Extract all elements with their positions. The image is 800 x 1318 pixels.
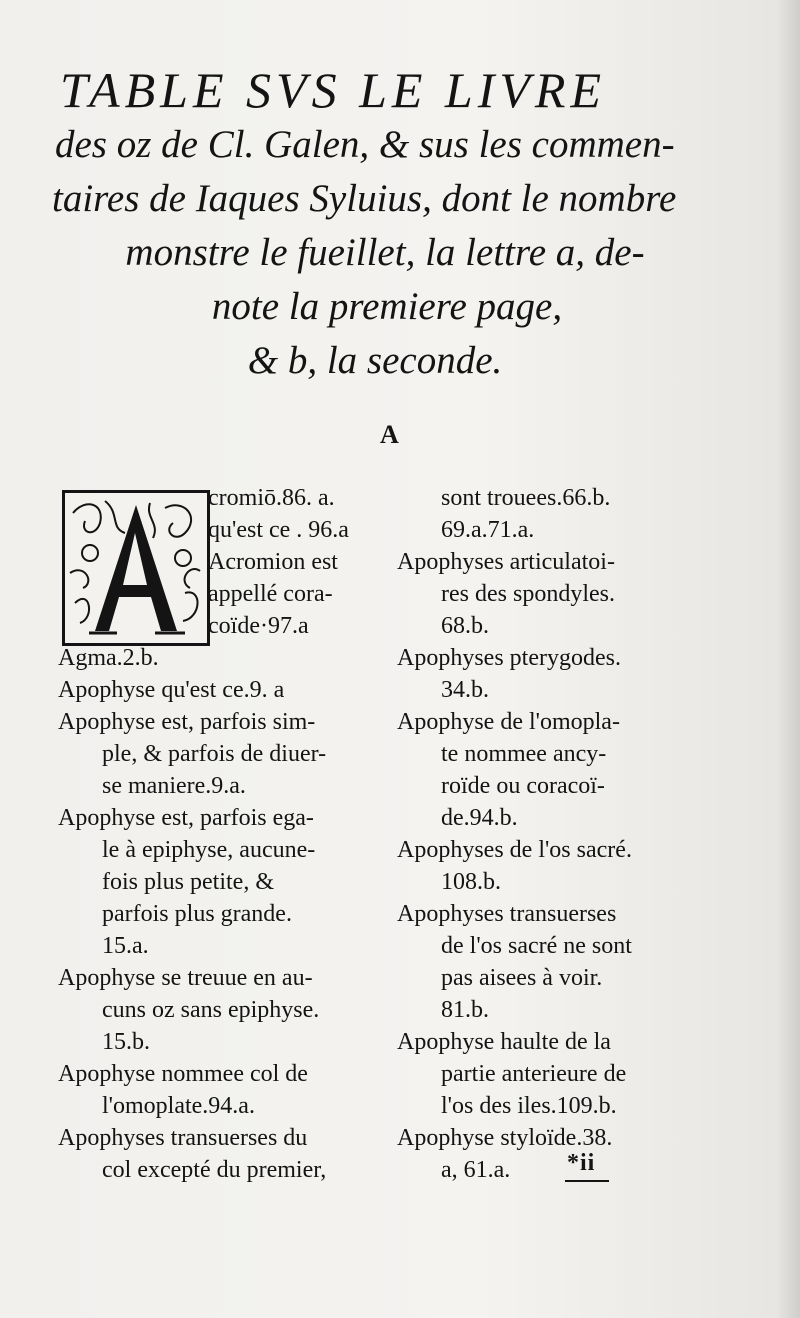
index-entry: pas aisees à voir. — [441, 965, 603, 991]
index-entry: appellé cora- — [208, 581, 333, 607]
index-entry: Apophyses transuerses — [397, 901, 617, 927]
index-entry: Apophyse se treuue en au- — [58, 965, 313, 991]
title-line-4: note la premiere page, — [211, 285, 563, 328]
index-entry: qu'est ce . 96.a — [208, 517, 349, 543]
page-edge-shadow — [776, 0, 800, 1318]
index-entry: ple, & parfois de diuer- — [102, 741, 327, 767]
index-entry: 108.b. — [441, 869, 501, 895]
index-entry: Apophyses transuerses du — [58, 1125, 308, 1151]
index-entry: Apophyse nommee col de — [58, 1061, 308, 1087]
index-entry: se maniere.9.a. — [102, 773, 246, 799]
index-entry: de l'os sacré ne sont — [441, 933, 632, 959]
index-entry: Apophyse haulte de la — [397, 1029, 611, 1055]
index-entry: Agma.2.b. — [58, 645, 159, 671]
title-line-5: & b, la seconde. — [247, 339, 503, 382]
index-entry: Apophyse styloïde.38. — [397, 1125, 613, 1151]
index-entry: 34.b. — [441, 677, 489, 703]
section-letter: A — [380, 420, 399, 449]
index-entry: sont trouees.66.b. — [441, 485, 611, 511]
signature-rule — [565, 1180, 609, 1182]
index-entry: 15.b. — [102, 1029, 150, 1055]
index-entry: parfois plus grande. — [102, 901, 292, 927]
index-entry: Apophyse qu'est ce.9. a — [58, 677, 285, 703]
index-entry: cromiō.86. a. — [208, 485, 335, 511]
title-line-3: monstre le fueillet, la lettre a, de- — [125, 231, 645, 274]
signature-mark: *ii — [567, 1150, 596, 1176]
index-entry: fois plus petite, & — [102, 869, 274, 895]
index-entry: 68.b. — [441, 613, 489, 639]
index-entry: l'omoplate.94.a. — [102, 1093, 255, 1119]
index-entry: partie anterieure de — [441, 1061, 627, 1087]
index-entry: Acromion est — [208, 549, 338, 575]
title-line-1: des oz de Cl. Galen, & sus les commen- — [55, 123, 675, 166]
index-entry: Apophyses de l'os sacré. — [397, 837, 632, 863]
index-entry: roïde ou coracoï- — [441, 773, 605, 799]
title-line-2: taires de Iaques Syluius, dont le nombre — [52, 177, 677, 220]
right-index-column — [397, 482, 687, 1186]
index-entry: te nommee ancy- — [441, 741, 607, 767]
index-entry: a, 61.a. — [441, 1157, 511, 1183]
index-entry: Apophyse est, parfois sim- — [58, 709, 316, 735]
index-entry: 81.b. — [441, 997, 489, 1023]
page-title — [50, 62, 700, 388]
index-entry: 15.a. — [102, 933, 149, 959]
index-entry: res des spondyles. — [441, 581, 615, 607]
index-entry: 69.a.71.a. — [441, 517, 535, 543]
index-entry: col excepté du premier, — [102, 1157, 327, 1183]
index-entry: le à epiphyse, aucune- — [102, 837, 316, 863]
index-entry: Apophyses articulatoi- — [397, 549, 615, 575]
index-entry: l'os des iles.109.b. — [441, 1093, 617, 1119]
index-entry: Apophyses pterygodes. — [397, 645, 621, 671]
index-entry: Apophyse est, parfois ega- — [58, 805, 314, 831]
index-entry: cuns oz sans epiphyse. — [102, 997, 320, 1023]
index-entry: coïde·97.a — [208, 613, 309, 639]
index-entry: Apophyse de l'omopla- — [397, 709, 620, 735]
left-index-column — [58, 482, 388, 1186]
title-caps-line: TABLE SVS LE LIVRE — [60, 62, 607, 118]
index-entry: de.94.b. — [441, 805, 518, 831]
